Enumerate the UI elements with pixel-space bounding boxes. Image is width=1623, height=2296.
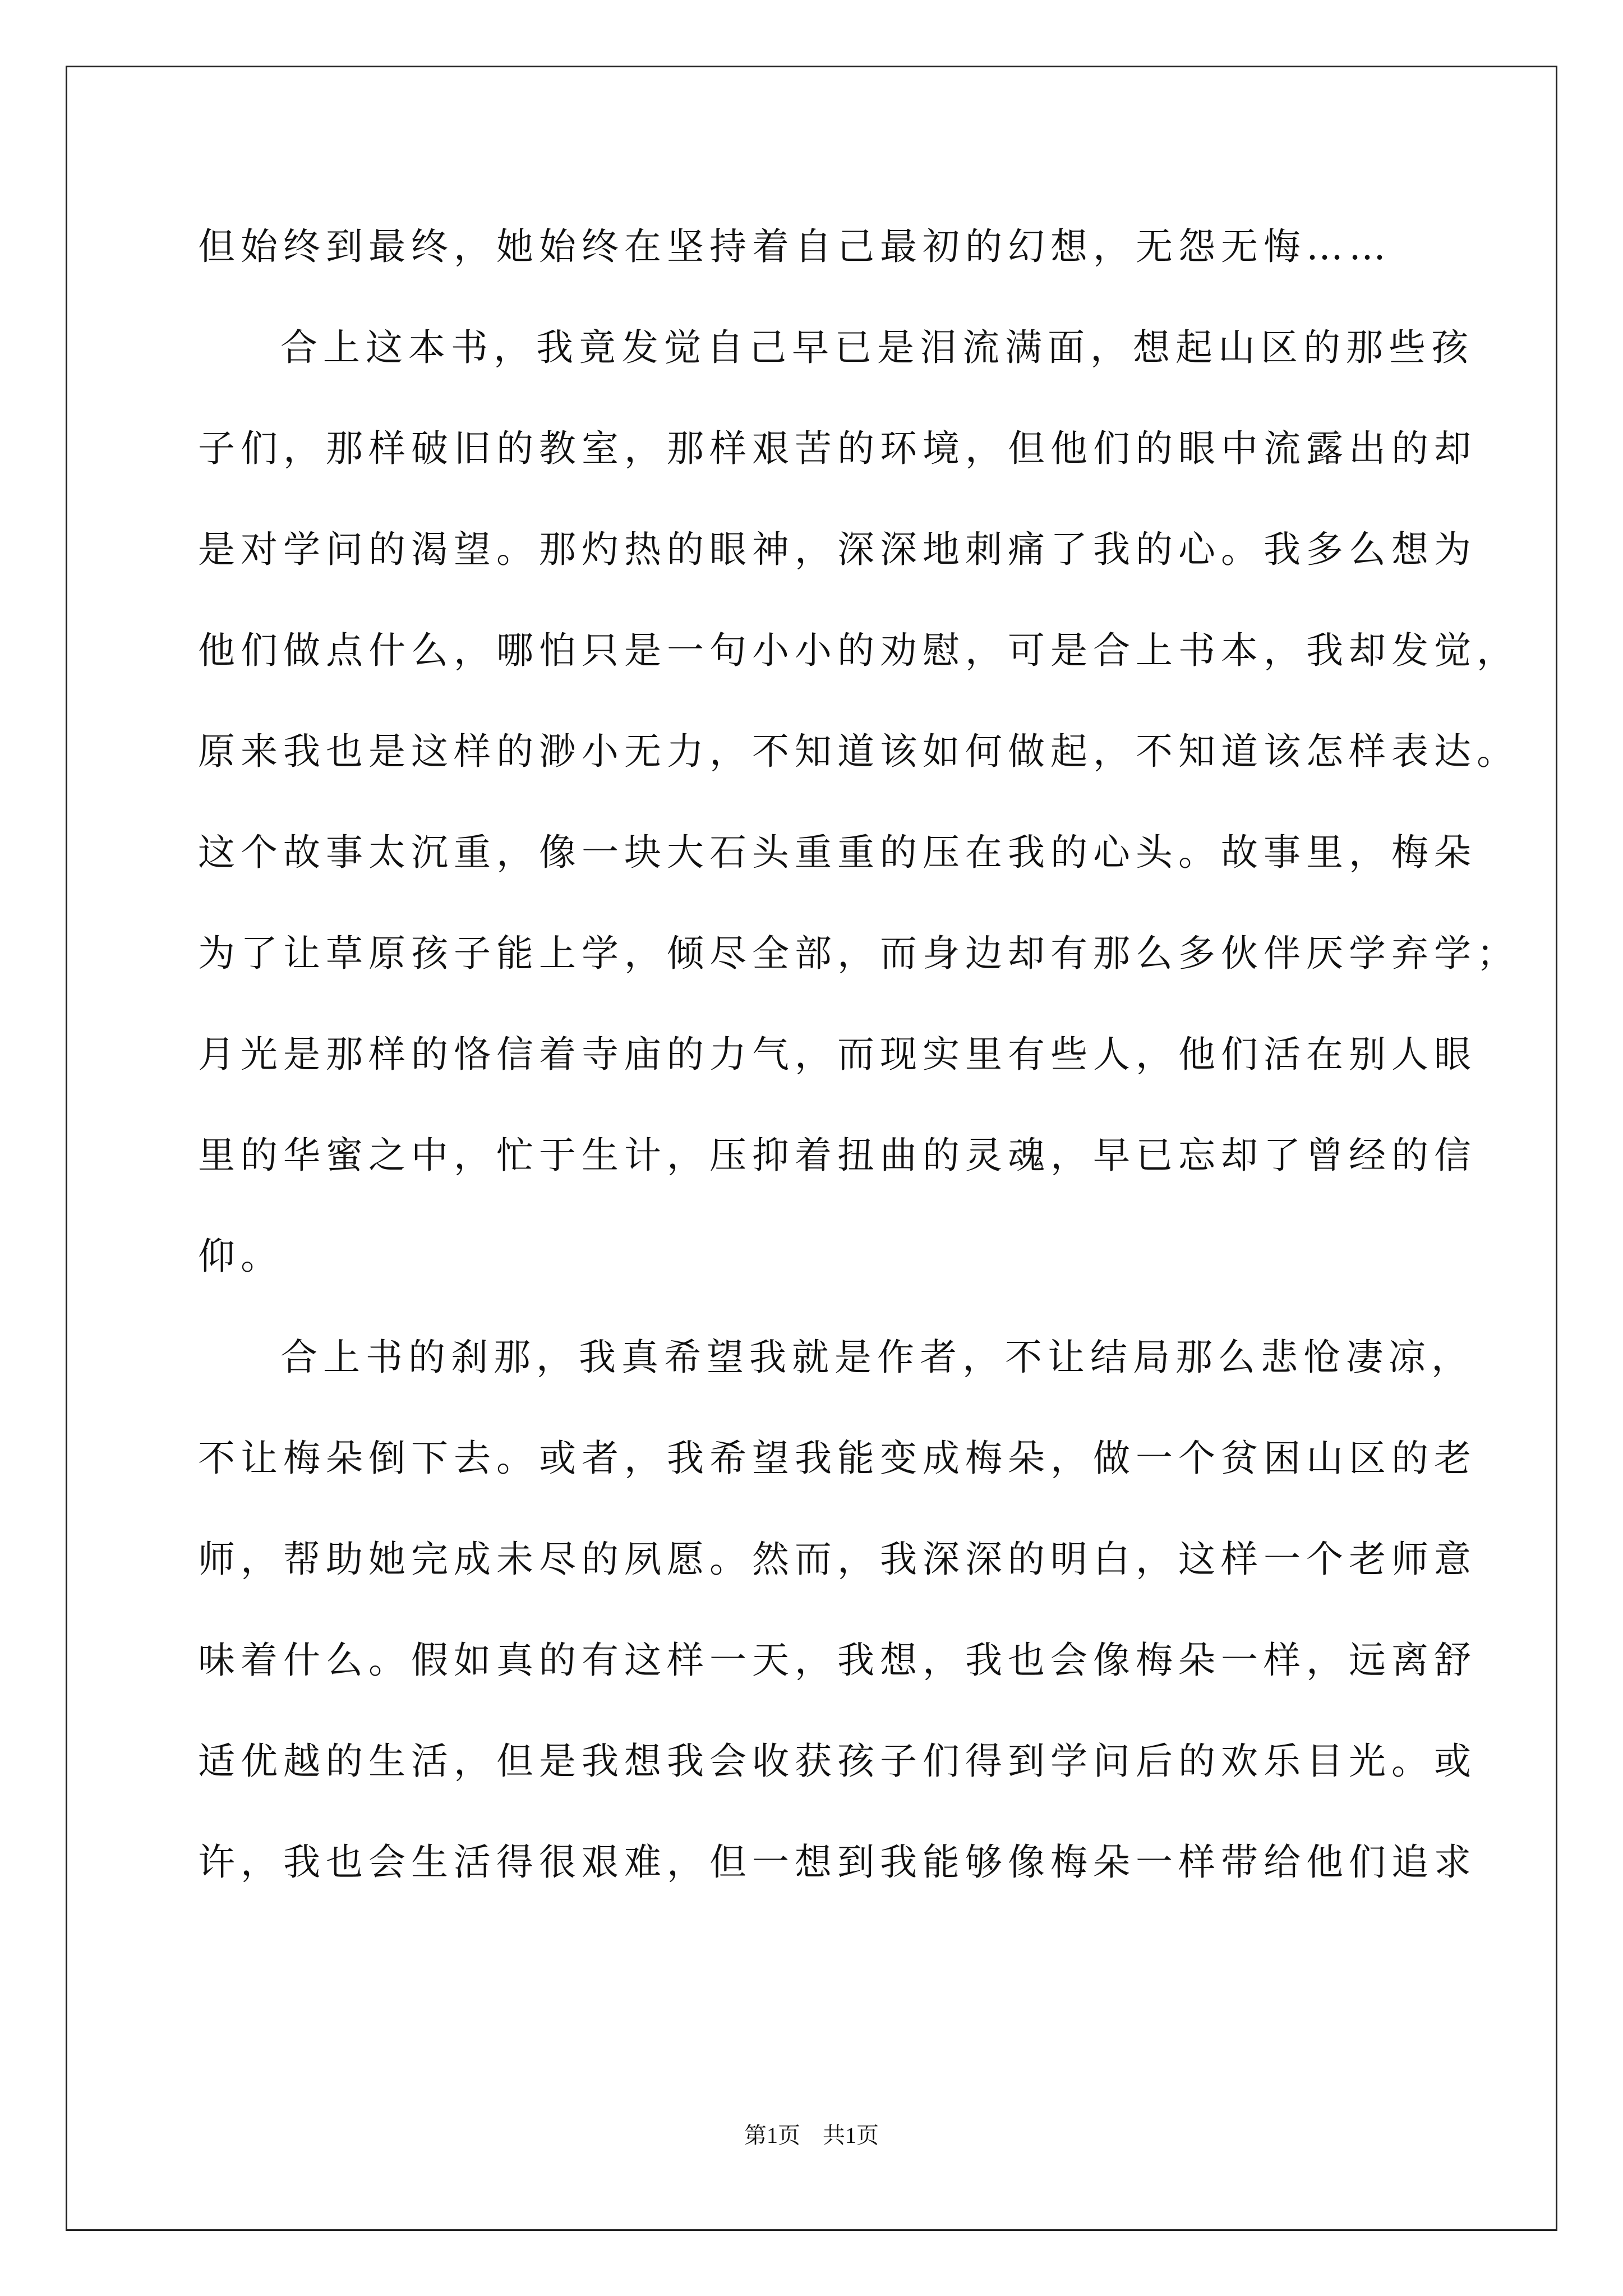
text-line-8: 为了让草原孩子能上学，倾尽全部，而身边却有那么多伙伴厌学弃学；: [198, 932, 1519, 975]
text-line-15: 味着什么。假如真的有这样一天，我想，我也会像梅朵一样，远离舒: [198, 1639, 1477, 1682]
page-number-footer: 第1页 共1页: [744, 2123, 879, 2148]
text-line-14: 师，帮助她完成未尽的夙愿。然而，我深深的明白，这样一个老师意: [198, 1538, 1477, 1581]
text-line-3: 子们，那样破旧的教室，那样艰苦的环境，但他们的眼中流露出的却: [198, 427, 1477, 470]
text-line-17: 许，我也会生活得很艰难，但一想到我能够像梅朵一样带给他们追求: [198, 1841, 1477, 1884]
text-line-9: 月光是那样的恪信着寺庙的力气，而现实里有些人，他们活在别人眼: [198, 1033, 1477, 1076]
text-line-13: 不让梅朵倒下去。或者，我希望我能变成梅朵，做一个贫困山区的老: [198, 1437, 1477, 1480]
text-line-10: 里的华蜜之中，忙于生计，压抑着扭曲的灵魂，早已忘却了曾经的信: [198, 1134, 1477, 1177]
text-line-12: 合上书的刹那，我真希望我就是作者，不让结局那么悲怆凄凉，: [280, 1336, 1474, 1379]
text-line-5: 他们做点什么，哪怕只是一句小小的劝慰，可是合上书本，我却发觉，: [198, 629, 1519, 672]
text-line-6: 原来我也是这样的渺小无力，不知道该如何做起，不知道该怎样表达。: [198, 730, 1519, 773]
text-line-4: 是对学问的渴望。那灼热的眼神，深深地刺痛了我的心。我多么想为: [198, 528, 1477, 571]
text-line-2: 合上这本书，我竟发觉自己早已是泪流满面，想起山区的那些孩: [280, 326, 1474, 369]
text-line-7: 这个故事太沉重，像一块大石头重重的压在我的心头。故事里，梅朵: [198, 831, 1477, 874]
text-line-11: 仰。: [198, 1235, 283, 1278]
text-line-16: 适优越的生活，但是我想我会收获孩子们得到学问后的欢乐目光。或: [198, 1740, 1477, 1783]
text-line-1: 但始终到最终，她始终在坚持着自己最初的幻想，无怨无悔……: [198, 225, 1391, 268]
